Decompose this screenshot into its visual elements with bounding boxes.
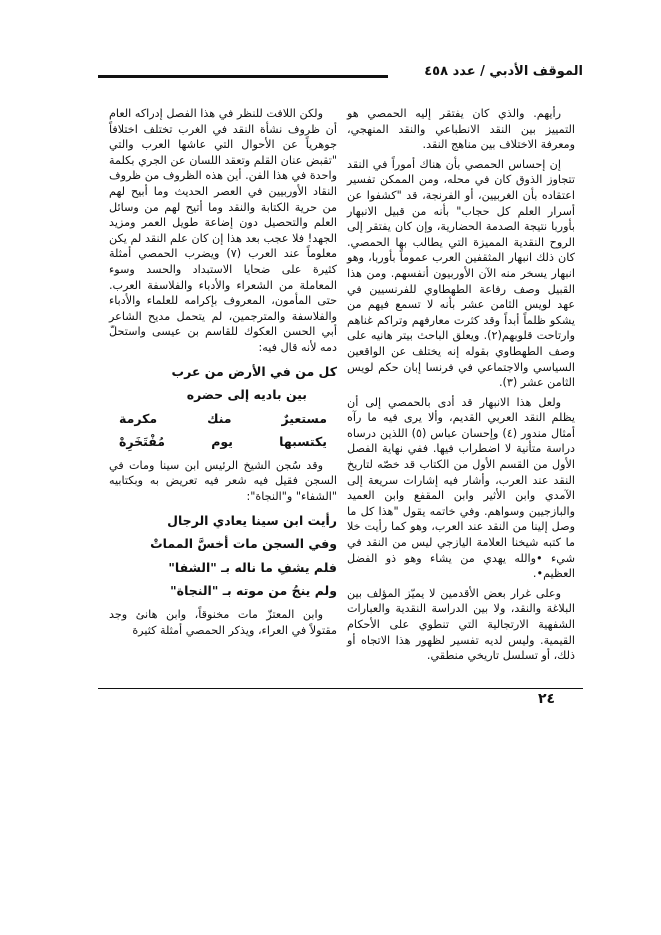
- verse-line: [109, 434, 337, 450]
- paragraph: إن إحساس الحمصي بأن هناك أموراً في النقد تتجاوز الذوق كان في محله، ومن الممكن تفسير اعتقاده بأن الغربيين، أو الفرنجة، قد "كشفوا عن أسرار العلم كل حجاب" بأنه من قبيل الانبهار بأوربا نتيجة الصدمة الحضارية، وإن كان يفتقر إلى الروح النقدية المميزة التي يطالب بها الحمصي. كان ذلك انبهار المثقفين العرب عموماً بأوربا، وهو انبهار يسخر منه الآن الأوربيون أنفسهم. ومن هذا القبيل وصف رفاعة الطهطاوي للفرنسيين في عهد لويس الثامن عشر بأنه لا تسمع فيهم من يشكو ظلماً أبداً وقد كثرت معارفهم وتراكم غناهم وارتاحت قلوبهم(٢). ويعلق الباحث بيتر هانيه على وصف الطهطاوي بقوله إنه يختلف عن الواقعين السياسي والاجتماعي في فرنسا إبان حكم لويس الثامن عشر (٣).: [347, 157, 575, 390]
- verse-line: وفي السجن مات أخسَّ المماتْ: [150, 536, 337, 552]
- paragraph: ولكن اللافت للنظر في هذا الفصل إدراكه العام أن ظروف نشأة النقد في الغرب تختلف اختلافاً جوهرياً عن الأحوال التي عاشها العرب والتي "تقبض عنان القلم وتعقد اللسان عن الجري بكلمة واحدة في هذا الفن. أين هذه الظروف من ظروف النقاد الأوربيين في العصر الحديث وما أبيح لهم من حرية الكتابة والنقد وما أتيح لهم من وسائل العلم والتحصيل دون إضاعة طويل العمر ومزيد الجهد! فلا عجب بعد هذا إن كان علم النقد لم يكن معلوماً عند العرب (٧) ويضرب الحمصي أمثلة كثيرة على ضحايا الاستبداد والحسد وسوء المعاملة من الشعراء والأدباء والفلاسفة العرب. حتى المأمون، المعروف بإكرامه للعلماء والأدباء والفلاسفة والمترجمين، لم يتحمل مديح الشاعر أبي الحسن العكوك للقاسم بن عيسى واستحلّ دمه لأنه قال فيه:: [109, 107, 337, 354]
- verse-word: منك: [207, 410, 232, 426]
- paragraph: وعلى غرار بعض الأقدمين لا يميّز المؤلف بين البلاغة والنقد، ولا بين الدراسة النقدية والعبارات الشفهية الارتجالية التي تنطوي على الأحكام القيمية. وليس لديه تفسير لظهور هذا الاتجاه أو ذلك، أو تسلسل تاريخي منطقي.: [347, 586, 575, 663]
- verse-line: بين باديه إلى حضره: [186, 387, 307, 403]
- verse-line: [109, 411, 337, 427]
- right-column: [347, 106, 575, 668]
- verse-line: رأيت ابن سينا يعادي الرجال: [167, 512, 337, 528]
- left-column: [109, 106, 337, 642]
- paragraph: رأيهم. والذي كان يفتقر إليه الحمصي هو التمييز بين النقد الانطباعي والنقد المنهجي، ومعرفة الاختلاف بين مناهج النقد.: [347, 107, 575, 152]
- verse-word: مُفْتَخَرِهْ: [119, 434, 166, 450]
- footer-rule: [98, 688, 583, 689]
- verse-line: كل من في الأرض من عرب: [171, 363, 337, 379]
- verse-word: يكتسبها: [279, 434, 327, 450]
- journal-title: الموقف الأدبي / عدد ٤٥٨: [424, 64, 583, 79]
- paragraph: ولعل هذا الانبهار قد أدى بالحمصي إلى أن يظلم النقد العربي القديم، وألا يرى فيه ما رآه أمثال مندور (٤) وإحسان عباس (٥) اللذين درساه دراسة متأنية لا اضطراب فيها. ففي نهاية الفصل الأول من القسم الأول من الكتاب قد خصّه لتاريخ النقد عند العرب، وأشار فيه إشارات سريعة إلى الآمدي وابن الأثير وابن المقفع وابن العميد والبازجيين وسواهم. وفي خاتمه يقول "هذا كل ما وصل إلينا من النقد عند العرب، وهو كما رأيت خلا ما كتبه شيخنا العلامة اليازجي ليس من النقد في شيء •والله يهدي من يشاء وهو ذو الفضل العظيم•.: [347, 395, 575, 581]
- verse-line: ولم ينجُ من موته بـ "النجاة": [170, 583, 337, 599]
- paragraph: وابن المعتزّ مات مخنوقاً، وابن هانئ وجد مقتولاً في العراء، ويذكر الحمصي أمثلة كثيرة: [109, 608, 337, 637]
- page-number: ٢٤: [538, 691, 556, 707]
- verse-line: فلم يشفِ ما ناله بـ "الشفا": [168, 559, 337, 575]
- header-rule: [98, 75, 388, 78]
- verse-word: مستعيرٌ: [281, 410, 327, 426]
- paragraph: وقد سُجن الشيخ الرئيس ابن سينا ومات في السجن فقيل فيه شعر فيه تعريض به وبكتابيه "الشفاء" و"النجاة":: [109, 458, 337, 504]
- running-header: [98, 62, 583, 86]
- verse-word: يوم: [211, 434, 233, 450]
- verse-word: مكرمة: [119, 410, 158, 426]
